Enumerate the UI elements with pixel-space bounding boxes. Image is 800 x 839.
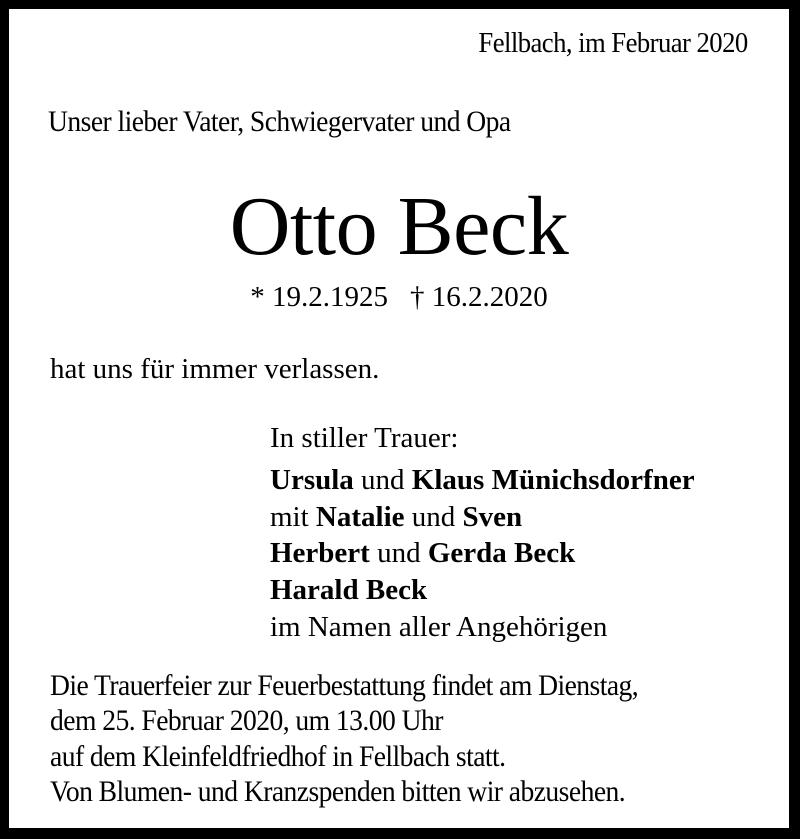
mourner-line — [270, 466, 695, 495]
death-cross-icon: † — [410, 281, 425, 313]
mourner-line — [270, 576, 427, 605]
deceased-name: Otto Beck — [229, 180, 569, 273]
statement: hat uns für immer verlassen. — [50, 353, 380, 385]
mourner-line — [270, 503, 522, 532]
mourner-name: Natalie — [315, 501, 405, 533]
mourner-name: Klaus Münichsdorfner — [411, 464, 695, 496]
mourner-name: Harald Beck — [270, 574, 428, 606]
mourner-name: Ursula — [270, 464, 354, 496]
funeral-info-line: Von Blumen- und Kranzspenden bitten wir abzusehen. — [50, 775, 626, 808]
birth-date: 19.2.1925 — [272, 281, 388, 313]
mourner-name: Gerda Beck — [427, 537, 576, 569]
place-date: Fellbach, im Februar 2020 — [478, 27, 748, 59]
mourner-name: Sven — [462, 501, 523, 533]
connector: und — [404, 501, 463, 533]
birth-star-icon: * — [250, 281, 265, 313]
death-date: 16.2.2020 — [431, 281, 548, 313]
connector: mit — [270, 501, 316, 533]
connector: und — [369, 537, 428, 569]
intro-line: Unser lieber Vater, Schwiegervater und Opa — [48, 105, 511, 138]
mourner-name: Herbert — [270, 537, 370, 569]
connector: und — [353, 464, 412, 496]
funeral-info-line: dem 25. Februar 2020, um 13.00 Uhr — [50, 704, 443, 737]
mourners-closing: im Namen aller Angehörigen — [270, 611, 608, 643]
obituary-notice — [9, 9, 789, 828]
funeral-info-line: auf dem Kleinfeldfriedhof in Fellbach statt. — [50, 740, 506, 773]
life-dates — [9, 283, 789, 312]
mourners-heading: In stiller Trauer: — [270, 422, 459, 454]
funeral-info-line: Die Trauerfeier zur Feuerbestattung findet am Dienstag, — [50, 669, 639, 702]
mourner-line — [270, 539, 575, 568]
